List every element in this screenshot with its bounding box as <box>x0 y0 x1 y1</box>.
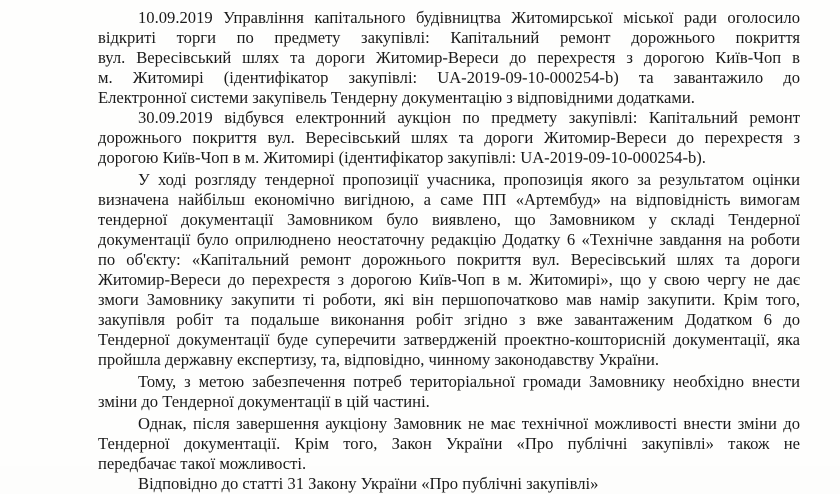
text-line: по об'єкту: «Капітальний ремонт дорожнього покриття вул. Вересівський шлях та дороги <box>98 250 800 269</box>
text-line: У ході розгляду тендерної пропозиції учасника, пропозиція якого за результатом оцінки <box>138 170 800 189</box>
text-line: закупівля робіт та подальше виконання робіт згідно з вже завантаженим Додатком 6 до <box>98 310 800 329</box>
text-line: Житомир-Вереси до перехрестя з дорогою Київ-Чоп в м. Житомирі», що у свою чергу не дає <box>98 270 800 289</box>
text-line: передбачає такої можливості. <box>98 454 307 473</box>
text-line: Тендерної документації. Крім того, Закон України «Про публічні закупівлі» також не <box>98 434 800 453</box>
text-line: змоги Замовнику закупити ті роботи, які він першопочатково мав намір закупити. Крім того, <box>98 290 800 309</box>
text-line: документації було оприлюднено неостаточну редакцію Додатку 6 «Технічне завдання на роботи <box>98 230 800 249</box>
text-line: Тендерної документації буде суперечити затвердженій проектно-кошторисній документації, яка <box>98 330 800 349</box>
text-line: 30.09.2019 відбувся електронний аукціон по предмету закупівлі: Капітальний ремонт <box>138 108 800 127</box>
text-line: 10.09.2019 Управління капітального будівництва Житомирської міської ради оголосило <box>138 8 800 27</box>
text-line: Тому, з метою забезпечення потреб територіальної громади Замовнику необхідно внести <box>138 372 800 391</box>
text-line: Відповідно до статті 31 Закону України «Про публічні закупівлі» <box>138 474 599 493</box>
text-line: визначена найбільш економічно вигідною, а саме ПП «Артембуд» на відповідність вимогам <box>98 190 800 209</box>
text-line: Електронної системи закупівель Тендерну документацію з відповідними додатками. <box>98 88 695 107</box>
text-line: зміни до Тендерної документації в цій частині. <box>98 392 430 411</box>
text-line: пройшла державну експертизу, та, відповідно, чинному законодавству України. <box>98 350 659 369</box>
text-line: м. Житомирі (ідентифікатор закупівлі: UA-2019-09-10-000254-b) та завантажило до <box>98 68 800 87</box>
text-line: дорогою Київ-Чоп в м. Житомирі (ідентифікатор закупівлі: UA-2019-09-10-000254-b). <box>98 148 706 167</box>
text-line: дорожнього покриття вул. Вересівський шлях та дороги Житомир-Вереси до перехрестя з <box>98 128 800 147</box>
text-line: Однак, після завершення аукціону Замовник не має технічної можливості внести зміни до <box>138 414 800 433</box>
text-line: відкриті торги по предмету закупівлі: Капітальний ремонт дорожнього покриття <box>98 28 800 47</box>
text-line: вул. Вересівський шлях та дороги Житомир-Вереси до перехрестя з дорогою Київ-Чоп в <box>98 48 800 67</box>
text-line: тендерної документації Замовником було виявлено, що Замовником у складі Тендерної <box>98 210 800 229</box>
